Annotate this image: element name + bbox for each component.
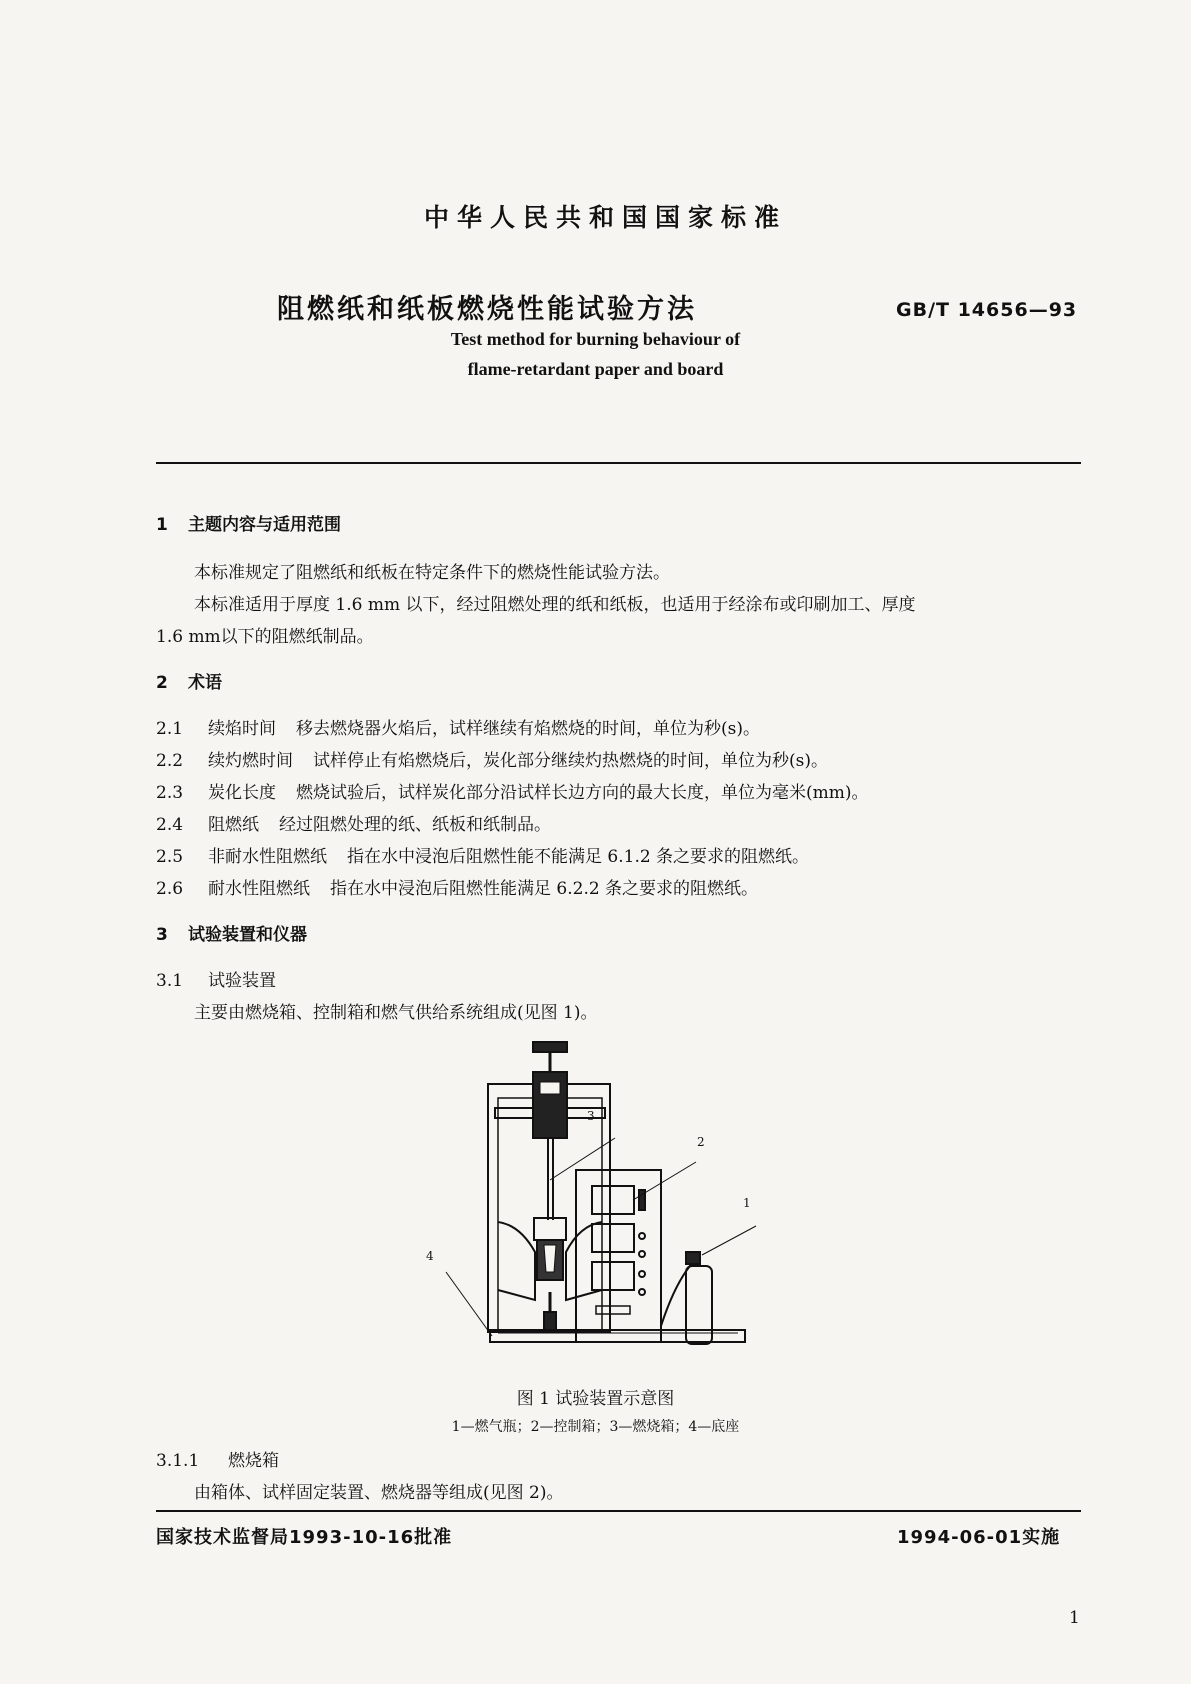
term-2-2: 2.2 续灼燃时间 试样停止有焰燃烧后，炭化部分继续灼热燃烧的时间，单位为秒(s)。 xyxy=(156,751,828,771)
document-title: 阻燃纸和纸板燃烧性能试验方法 xyxy=(277,294,697,325)
term-2-4: 2.4 阻燃纸 经过阻燃处理的纸、纸板和纸制品。 xyxy=(156,815,551,835)
figure-label-3: 3 xyxy=(587,1109,595,1123)
footer-divider xyxy=(156,1510,1081,1512)
figure-label-1: 1 xyxy=(743,1196,751,1210)
figure-1-apparatus-diagram xyxy=(426,1040,840,1370)
term-2-6: 2.6 耐水性阻燃纸 指在水中浸泡后阻燃性能满足 6.2.2 条之要求的阻燃纸。 xyxy=(156,879,759,899)
standard-number: GB/T 14656—93 xyxy=(896,299,1078,321)
section-1-para-2-line-1: 本标准适用于厚度 1.6 mm 以下，经过阻燃处理的纸和纸板，也适用于经涂布或印刷加工、厚度 xyxy=(194,595,916,615)
leader-line-1 xyxy=(702,1226,756,1255)
term-2-3: 2.3 炭化长度 燃烧试验后，试样炭化部分沿试样长边方向的最大长度，单位为毫米(mm)。 xyxy=(156,783,869,803)
figure-label-2: 2 xyxy=(697,1135,705,1149)
header-divider xyxy=(156,462,1081,464)
knob-3 xyxy=(639,1271,645,1277)
burner xyxy=(544,1312,556,1330)
term-2-1: 2.1 续焰时间 移去燃烧器火焰后，试样继续有焰燃烧的时间，单位为秒(s)。 xyxy=(156,719,760,739)
specimen xyxy=(544,1245,556,1272)
subsection-3-1-1: 3.1.1 燃烧箱 xyxy=(156,1451,279,1471)
leader-line-2 xyxy=(633,1162,696,1200)
subsection-3-1-1-text: 由箱体、试样固定装置、燃烧器等组成(见图 2)。 xyxy=(194,1483,564,1503)
control-slot xyxy=(596,1306,630,1314)
section-1-para-2-line-2: 1.6 mm以下的阻燃纸制品。 xyxy=(156,627,374,647)
display-1 xyxy=(592,1186,634,1214)
subsection-3-1: 3.1 试验装置 xyxy=(156,971,276,991)
section-2-number: 2 xyxy=(156,673,168,693)
approval-line: 国家技术监督局1993-10-16批准 xyxy=(156,1527,453,1548)
knob-4 xyxy=(639,1289,645,1295)
english-title-line2: flame-retardant paper and board xyxy=(467,359,724,379)
knob-1 xyxy=(639,1233,645,1239)
leader-line-3 xyxy=(550,1138,615,1180)
figure-1-legend: 1—燃气瓶；2—控制箱；3—燃烧箱；4—底座 xyxy=(451,1419,740,1435)
specimen-holder-top xyxy=(534,1218,566,1240)
figure-1-caption: 图 1 试验装置示意图 xyxy=(516,1389,675,1409)
section-1-para-1: 本标准规定了阻燃纸和纸板在特定条件下的燃烧性能试验方法。 xyxy=(194,563,670,583)
page-number: 1 xyxy=(1069,1608,1080,1628)
display-3 xyxy=(592,1262,634,1290)
section-3-title: 试验装置和仪器 xyxy=(188,925,307,945)
display-2 xyxy=(592,1224,634,1252)
section-1-title: 主题内容与适用范围 xyxy=(188,515,341,535)
figure-label-4: 4 xyxy=(426,1249,434,1263)
cylinder-valve xyxy=(686,1252,700,1264)
leader-line-4 xyxy=(446,1272,492,1336)
clamp-window xyxy=(540,1082,560,1094)
section-3-number: 3 xyxy=(156,925,168,945)
section-1-heading xyxy=(156,510,341,535)
section-2-title: 术语 xyxy=(188,673,222,693)
gas-cylinder xyxy=(686,1266,712,1344)
knob-2 xyxy=(639,1251,645,1257)
english-title-line1: Test method for burning behaviour of xyxy=(450,329,741,349)
section-1-number: 1 xyxy=(156,515,168,535)
gas-hose xyxy=(661,1260,695,1326)
hood-left xyxy=(498,1222,535,1300)
term-2-5: 2.5 非耐水性阻燃纸 指在水中浸泡后阻燃性能不能满足 6.1.2 条之要求的阻燃纸。 xyxy=(156,847,810,867)
section-2-heading xyxy=(156,668,222,693)
top-handle xyxy=(533,1042,567,1052)
control-box xyxy=(576,1170,661,1342)
implementation-date: 1994-06-01实施 xyxy=(897,1527,1061,1548)
section-3-heading xyxy=(156,920,307,945)
subsection-3-1-text: 主要由燃烧箱、控制箱和燃气供给系统组成(见图 1)。 xyxy=(194,1003,598,1023)
national-standard-heading: 中华人民共和国国家标准 xyxy=(423,203,787,232)
